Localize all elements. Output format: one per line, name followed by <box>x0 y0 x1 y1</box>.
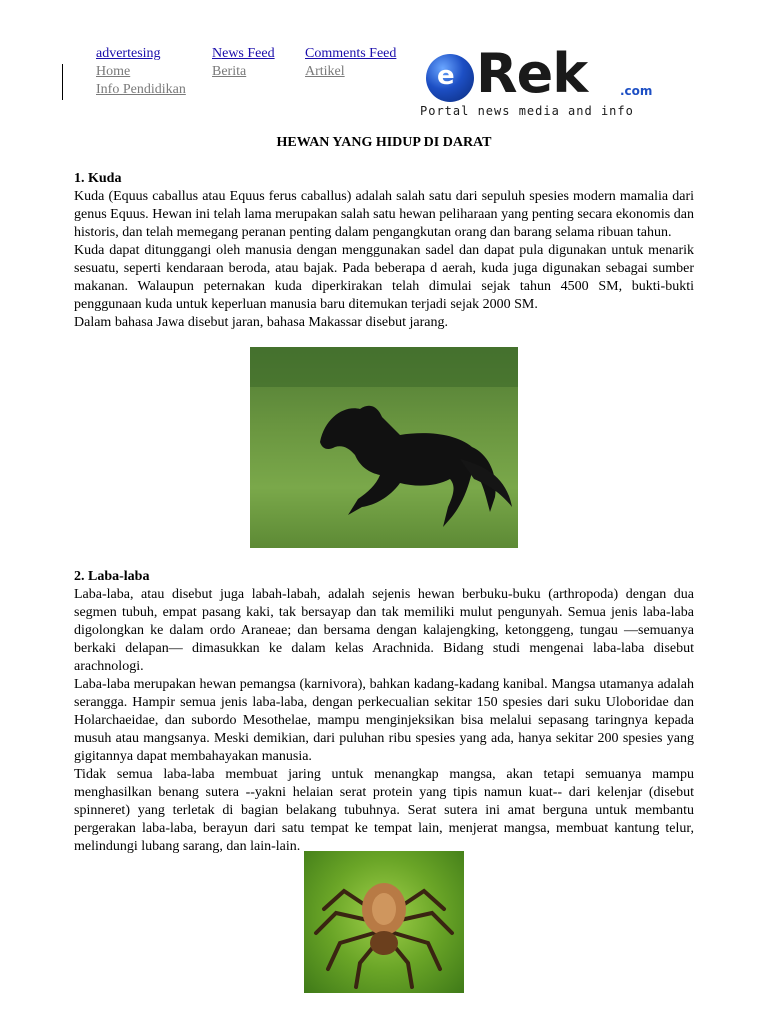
nav-link-advertesing[interactable]: advertesing <box>96 46 161 61</box>
section-laba-laba <box>74 568 694 856</box>
section-paragraph: Laba-laba merupakan hewan pemangsa (karnivora), bahkan kadang-kadang kanibal. Mangsa utamanya adalah serangga. Hampir semua jenis laba-laba, dengan perkecualian sekitar 150 spesies dari suku Uloboridae dan Holarchaeidae, dan subordo Mesothelae, mampu menginjeksikan bisa melalui sepasang taringnya kepada musuh atau mangsanya. Meski demikian, dari puluhan ribu spesies yang ada, hanya sekitar 200 spesies yang gigitannya dapat membahayakan manusia. <box>74 677 694 764</box>
nav-link-artikel[interactable]: Artikel <box>305 64 345 79</box>
erek-logo[interactable] <box>420 42 660 120</box>
logo-tagline: Portal news media and info <box>420 104 634 118</box>
logo-globe-letter: e <box>437 61 455 91</box>
globe-icon <box>426 54 474 102</box>
nav-link-news-feed[interactable]: News Feed <box>212 46 275 61</box>
spider-photo <box>304 851 464 993</box>
section-paragraph: Kuda dapat ditunggangi oleh manusia dengan menggunakan sadel dan dapat pula digunakan untuk menarik sesuatu, seperti kendaraan beroda, atau bajak. Pada beberapa d aerah, kuda juga digunakan sebagai sumber makanan. Walaupun peternakan kuda diperkirakan telah dimulai sejak tahun 4500 SM, bukti-bukti penggunaan kuda untuk keperluan manusia baru ditemukan terjadi sejak 2000 SM. <box>74 243 694 312</box>
section-paragraph: Dalam bahasa Jawa disebut jaran, bahasa Makassar disebut jarang. <box>74 315 448 330</box>
section-kuda <box>74 170 694 332</box>
logo-domain: .com <box>620 84 653 98</box>
spider-icon <box>304 851 464 993</box>
nav-column-3 <box>305 45 396 81</box>
nav-link-info-pendidikan[interactable]: Info Pendidikan <box>96 82 186 97</box>
section-heading: 1. Kuda <box>74 171 122 186</box>
nav-link-home[interactable]: Home <box>96 64 131 79</box>
horse-photo <box>250 347 518 548</box>
page-title: HEWAN YANG HIDUP DI DARAT <box>276 135 492 150</box>
section-paragraph: Laba-laba, atau disebut juga labah-labah, adalah sejenis hewan berbuku-buku (arthropoda) dengan dua segmen tubuh, empat pasang kaki, tak bersayap dan tak memiliki mulut pengunyah. Semua jenis laba-laba digolongkan ke dalam ordo Araneae; dan bersama dengan kalajengking, ketonggeng, tungau —semuanya berkaki delapan— dimasukkan ke dalam kelas Arachnida. Bidang studi mengenai laba-laba disebut arachnologi. <box>74 587 694 674</box>
horse-icon <box>250 347 518 548</box>
logo-wordmark: Rek <box>476 42 588 105</box>
margin-rule <box>62 64 63 100</box>
nav-column-1 <box>96 45 186 99</box>
section-heading: 2. Laba-laba <box>74 569 150 584</box>
nav-link-berita[interactable]: Berita <box>212 64 247 79</box>
nav-link-comments-feed[interactable]: Comments Feed <box>305 46 397 61</box>
nav-column-2 <box>212 45 275 81</box>
section-paragraph: Tidak semua laba-laba membuat jaring untuk menangkap mangsa, akan tetapi semuanya mampu menghasilkan benang sutera --yakni helaian serat protein yang tipis namun kuat-- dari kelenjar (disebut spinneret) yang terletak di bagian belakang tubuhnya. Serat sutera ini amat berguna untuk membantu pergerakan laba-laba, berayun dari satu tempat ke tempat lain, menjerat mangsa, membuat kantung telur, melindungi lubang sarang, dan lain-lain. <box>74 767 694 854</box>
section-paragraph: Kuda (Equus caballus atau Equus ferus caballus) adalah salah satu dari sepuluh spesies modern mamalia dari genus Equus. Hewan ini telah lama merupakan salah satu hewan peliharaan yang penting secara ekonomis dan historis, dan telah memegang peranan penting dalam pengangkutan orang dan barang selama ribuan tahun. <box>74 189 694 240</box>
